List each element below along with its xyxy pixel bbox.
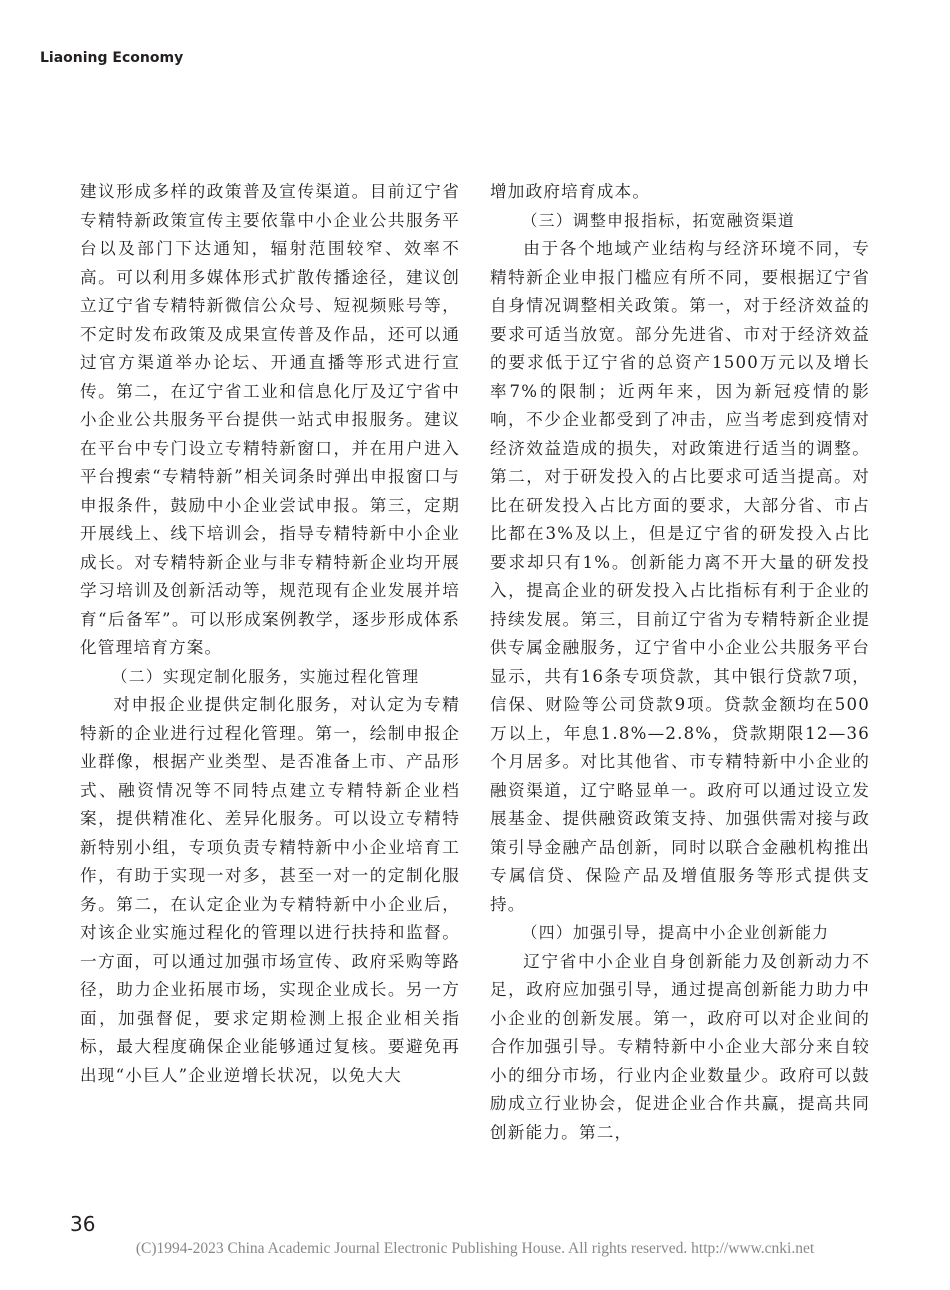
paragraph: 对申报企业提供定制化服务，对认定为专精特新的企业进行过程化管理。第一，绘制申报企业群像，根据产业类型、是否准备上市、产品形式、融资情况等不同特点建立专精特新企业档案，提供精准化、差异化服务。可以设立专精特新特别小组，专项负责专精特新中小企业培育工作，有助于实现一对多，甚至一对一的定制化服务。第二，在认定企业为专精特新中小企业后，对该企业实施过程化的管理以进行扶持和监督。一方面，可以通过加强市场宣传、政府采购等路径，助力企业拓展市场，实现企业成长。另一方面，加强督促，要求定期检测上报企业相关指标，最大程度确保企业能够通过复核。要避免再出现“小巨人”企业逆增长状况，以免大大 (80, 695, 460, 1085)
paragraph: 增加政府培育成本。 (490, 182, 651, 201)
section-heading: （二）实现定制化服务，实施过程化管理 (111, 666, 420, 686)
paragraph: 由于各个地域产业结构与经济环境不同，专精特新企业申报门槛应有所不同，要根据辽宁省自身情况调整相关政策。第一，对于经济效益的要求可适当放宽。部分先进省、市对于经济效益的要求低于辽宁省的总资产1500万元以及增长率7%的限制；近两年来，因为新冠疫情的影响，不少企业都受到了冲击，应当考虑到疫情对经济效益造成的损失，对政策进行适当的调整。第二，对于研发投入的占比要求可适当提高。对比在研发投入占比方面的要求，大部分省、市占比都在3%及以上，但是辽宁省的研发投入占比要求却只有1%。创新能力离不开大量的研发投入，提高企业的研发投入占比指标有利于企业的持续发展。第三，目前辽宁省为专精特新企业提供专属金融服务，辽宁省中小企业公共服务平台显示，共有16条专项贷款，其中银行贷款7项，信保、财险等公司贷款9项。贷款金额均在500万以上，年息1.8%—2.8%，贷款期限12—36个月居多。对比其他省、市专精特新中小企业的融资渠道，辽宁略显单一。政府可以通过设立发展基金、提供融资政策支持、加强供需对接与政策引导金融产品创新，同时以联合金融机构推出专属信贷、保险产品及增值服务等形式提供支持。 (490, 239, 870, 914)
paragraph: 辽宁省中小企业自身创新能力及创新动力不足，政府应加强引导，通过提高创新能力助力中小企业的创新发展。第一，政府可以对企业间的合作加强引导。专精特新中小企业大部分来自较小的细分市场，行业内企业数量少。政府可以鼓励成立行业协会，促进企业合作共赢，提高共同创新能力。第二， (490, 951, 870, 1142)
left-column (80, 178, 460, 1090)
journal-title: Liaoning Economy (40, 50, 184, 66)
section-heading: （三）调整申报指标，拓宽融资渠道 (521, 210, 796, 230)
paragraph: 建议形成多样的政策普及宣传渠道。目前辽宁省专精特新政策宣传主要依靠中小企业公共服务平台以及部门下达通知，辐射范围较窄、效率不高。可以利用多媒体形式扩散传播途径，建议创立辽宁省专精特新微信公众号、短视频账号等，不定时发布政策及成果宣传普及作品，还可以通过官方渠道举办论坛、开通直播等形式进行宣传。第二，在辽宁省工业和信息化厅及辽宁省中小企业公共服务平台提供一站式申报服务。建议在平台中专门设立专精特新窗口，并在用户进入平台搜索“专精特新”相关词条时弹出申报窗口与申报条件，鼓励中小企业尝试申报。第三，定期开展线上、线下培训会，指导专精特新中小企业成长。对专精特新企业与非专精特新企业均开展学习培训及创新活动等，规范现有企业发展并培育“后备军”。可以形成案例教学，逐步形成体系化管理培育方案。 (80, 182, 460, 657)
right-column (490, 178, 870, 1147)
copyright-footer: (C)1994-2023 China Academic Journal Electronic Publishing House. All rights reserved. http://www.cnki.net (135, 1240, 815, 1257)
page-number: 36 (70, 1212, 96, 1236)
section-heading: （四）加强引导，提高中小企业创新能力 (521, 923, 830, 942)
